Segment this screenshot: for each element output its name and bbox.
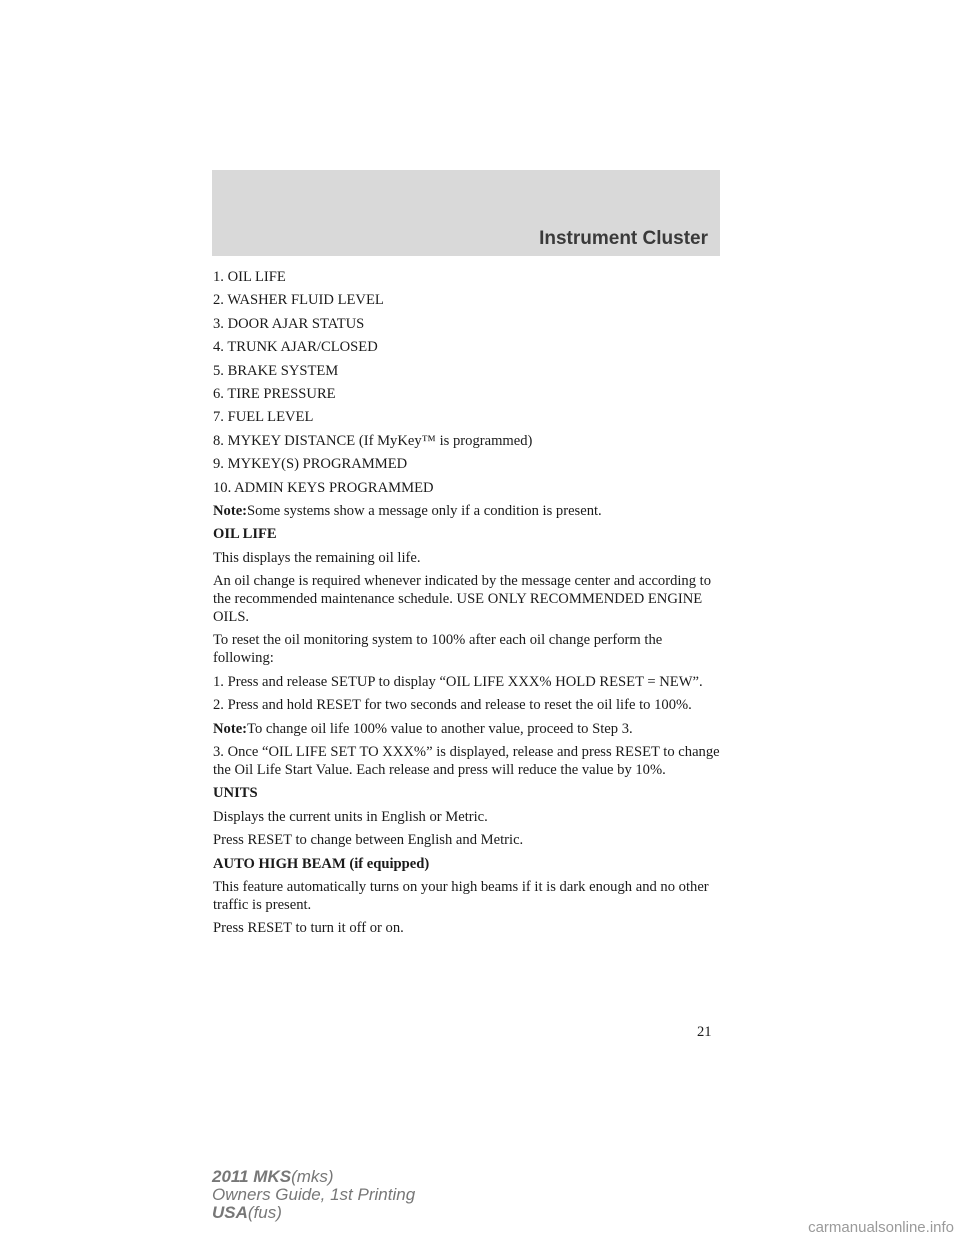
oil-life-paragraph-3: To reset the oil monitoring system to 100% after each oil change perform the following: — [213, 632, 663, 667]
list-item: 7. FUEL LEVEL — [213, 409, 314, 426]
heading-auto-high-beam: AUTO HIGH BEAM (if equipped) — [213, 855, 430, 872]
section-title: Instrument Cluster — [539, 228, 708, 249]
footer-line-2: Owners Guide, 1st Printing — [212, 1185, 416, 1204]
list-item: 8. MYKEY DISTANCE (If MyKey™ is programmed) — [213, 432, 533, 449]
note-text: Some systems show a message only if a condition is present. — [247, 502, 602, 519]
list-item: 9. MYKEY(S) PROGRAMMED — [213, 456, 408, 473]
list-item: 10. ADMIN KEYS PROGRAMMED — [213, 479, 434, 496]
footer-model-code: (mks) — [291, 1167, 334, 1186]
note-text: To change oil life 100% value to another value, proceed to Step 3. — [247, 720, 633, 737]
footer-market: USA — [212, 1203, 248, 1222]
list-item: 4. TRUNK AJAR/CLOSED — [213, 339, 378, 356]
units-paragraph-2: Press RESET to change between English and Metric. — [213, 832, 524, 849]
oil-life-step-3: 3. Once “OIL LIFE SET TO XXX%” is displayed, release and press RESET to change the Oil Life Start Value. Each release and press will reduce the value by 10%. — [213, 744, 720, 779]
note-label: Note: — [213, 720, 248, 737]
oil-life-step-1: 1. Press and release SETUP to display “OIL LIFE XXX% HOLD RESET = NEW”. — [213, 673, 703, 690]
page-number: 21 — [697, 1024, 712, 1040]
oil-life-paragraph-1: This displays the remaining oil life. — [213, 549, 421, 566]
note-systems — [213, 502, 723, 520]
list-item: 3. DOOR AJAR STATUS — [213, 315, 365, 332]
heading-oil-life: OIL LIFE — [213, 526, 277, 543]
footer-market-code: (fus) — [247, 1203, 282, 1222]
note-oil-life — [213, 720, 723, 738]
list-item: 2. WASHER FLUID LEVEL — [213, 292, 384, 309]
section-header-band — [212, 170, 720, 256]
list-item: 5. BRAKE SYSTEM — [213, 362, 339, 379]
list-item: 6. TIRE PRESSURE — [213, 385, 336, 402]
footer-line-3 — [212, 1204, 415, 1222]
print-footer — [212, 1168, 415, 1222]
oil-life-paragraph-2: An oil change is required whenever indicated by the message center and according to the recommended maintenance schedule. USE ONLY RECOMMENDED ENGINE OILS. — [213, 573, 712, 626]
oil-life-step-2: 2. Press and hold RESET for two seconds and release to reset the oil life to 100%. — [213, 697, 692, 714]
footer-model: 2011 MKS — [212, 1167, 292, 1186]
units-paragraph-1: Displays the current units in English or Metric. — [213, 808, 488, 825]
heading-units: UNITS — [213, 785, 258, 802]
list-item: 1. OIL LIFE — [213, 269, 286, 285]
page-content — [213, 268, 723, 943]
auto-high-beam-paragraph-2: Press RESET to turn it off or on. — [213, 920, 404, 937]
auto-high-beam-paragraph-1: This feature automatically turns on your high beams if it is dark enough and no other traffic is present. — [213, 878, 709, 913]
watermark-text: carmanualsonline.info — [808, 1219, 954, 1236]
footer-line-1 — [212, 1168, 415, 1186]
note-label: Note: — [213, 502, 248, 519]
